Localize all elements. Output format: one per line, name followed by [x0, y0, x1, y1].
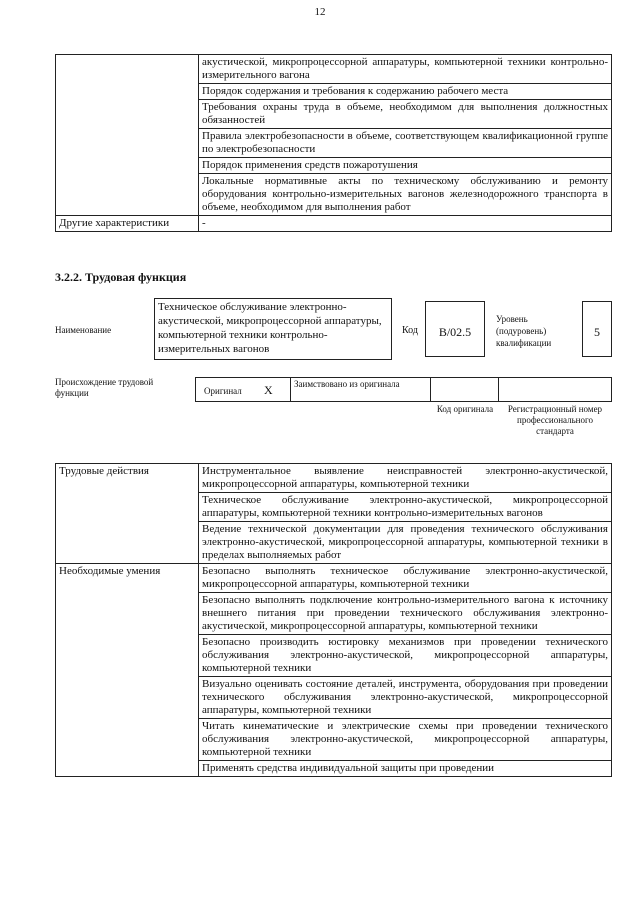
other-characteristics-label: Другие характеристики: [56, 216, 199, 232]
origin-original-box: [195, 377, 291, 402]
table-cell: Порядок содержания и требования к содержанию рабочего места: [199, 84, 612, 100]
table-cell: Применять средства индивидуальной защиты при проведении: [199, 761, 612, 777]
table-row: [56, 55, 612, 84]
level-value-box: 5: [582, 301, 612, 357]
table-label-cell: [56, 55, 199, 216]
code-caption: Код оригинала: [436, 404, 494, 414]
code-label: Код: [402, 325, 418, 336]
page-number: 12: [314, 6, 326, 18]
table-cell: Читать кинематические и электрические схемы при проведении технического обслуживания электронно-акустической, микропроцессорной аппаратуры, компьютерной техники: [199, 719, 612, 761]
table-cell: Требования охраны труда в объеме, необходимом для выполнения должностных обязанностей: [199, 100, 612, 129]
table-cell: Безопасно выполнять техническое обслуживание электронно-акустической, микропроцессорной аппаратуры, компьютерной техники: [199, 564, 612, 593]
table-cell: акустической, микропроцессорной аппаратуры, компьютерной техники контрольно-измерительного вагона: [199, 55, 612, 84]
required-skills-label: Необходимые умения: [56, 564, 199, 777]
other-characteristics-value: -: [199, 216, 612, 232]
table-cell: Ведение технической документации для проведения технического обслуживания электронно-акустической, микропроцессорной аппаратуры, компьютерной техники в пределах выполняемых работ: [199, 522, 612, 564]
level-label: Уровень (подуровень) квалификации: [496, 314, 552, 348]
table-row: [56, 464, 612, 493]
knowledge-continuation-table: [55, 54, 612, 232]
table-cell: Порядок применения средств пожаротушения: [199, 158, 612, 174]
table-cell: Локальные нормативные акты по техническому обслуживанию и ремонту оборудования контрольно-измерительных вагонов железнодорожного транспорта в объеме, необходимом для выполнения работ: [199, 174, 612, 216]
function-code-box: B/02.5: [425, 301, 485, 357]
original-label: Оригинал: [204, 386, 242, 396]
table-cell: Безопасно выполнять подключение контрольно-измерительного вагона к источнику внешнего питания при проведении технического обслуживания электронно-акустической, микропроцессорной аппаратуры, компьютерной техники: [199, 593, 612, 635]
table-cell: Техническое обслуживание электронно-акустической, микропроцессорной аппаратуры, компьютерной техники контрольно-измерительных вагонов: [199, 493, 612, 522]
origin-registration-box: [498, 377, 612, 402]
registration-caption: Регистрационный номер профессионального стандарта: [507, 404, 603, 436]
name-label: Наименование: [55, 325, 112, 335]
table-cell: Визуально оценивать состояние деталей, инструмента, оборудования при проведении технического обслуживания электронно-акустической, микропроцессорной аппаратуры, компьютерной техники: [199, 677, 612, 719]
labor-actions-label: Трудовые действия: [56, 464, 199, 564]
origin-borrowed-box: Заимствовано из оригинала: [290, 377, 431, 402]
table-cell: Инструментальное выявление неисправностей электронно-акустической, микропроцессорной аппаратуры, компьютерной техники: [199, 464, 612, 493]
origin-code-box: [430, 377, 499, 402]
original-mark: X: [264, 383, 273, 397]
function-details-table: [55, 463, 612, 777]
function-name-box: Техническое обслуживание электронно-акустической, микропроцессорной аппаратуры, компьютерной техники контрольно-измерительных вагонов: [154, 298, 392, 360]
table-cell: Правила электробезопасности в объеме, соответствующем квалификационной группе по электробезопасности: [199, 129, 612, 158]
origin-label: Происхождение трудовой функции: [55, 377, 154, 398]
table-row: [56, 564, 612, 593]
table-cell: Безопасно производить юстировку механизмов при проведении технического обслуживания электронно-акустической, микропроцессорной аппаратуры, компьютерной техники: [199, 635, 612, 677]
section-heading: 3.2.2. Трудовая функция: [55, 270, 187, 284]
table-row: [56, 216, 612, 232]
